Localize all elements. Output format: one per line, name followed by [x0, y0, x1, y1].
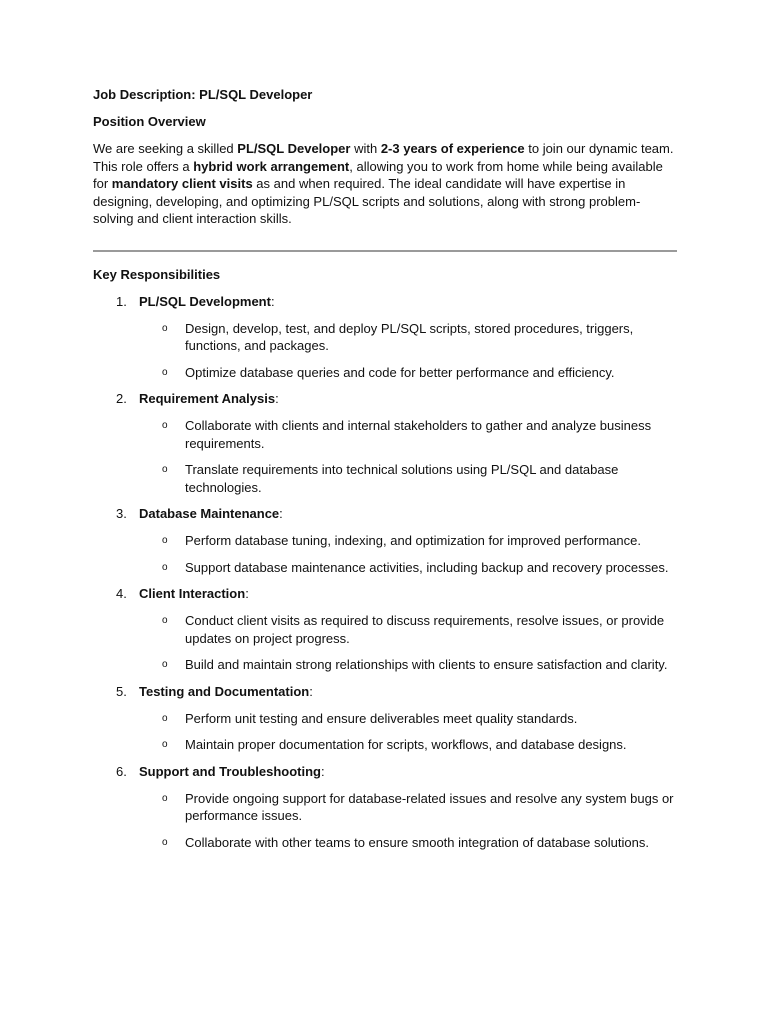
responsibility-heading	[116, 763, 677, 781]
responsibility-colon: :	[279, 506, 283, 521]
responsibility-number: 3.	[116, 506, 127, 521]
bullet-item	[139, 612, 677, 647]
responsibility-item	[93, 683, 677, 754]
circle-bullet-icon: o	[162, 659, 168, 670]
responsibility-bullets	[139, 417, 677, 496]
circle-bullet-icon: o	[162, 836, 168, 848]
responsibility-heading	[116, 585, 677, 603]
responsibility-heading	[116, 683, 677, 701]
circle-bullet-icon: o	[162, 322, 168, 334]
circle-bullet-icon: o	[162, 464, 168, 475]
circle-bullet-icon: o	[162, 712, 168, 724]
responsibility-item	[93, 505, 677, 576]
document-title: Job Description: PL/SQL Developer	[93, 87, 313, 102]
bullet-text: Collaborate with other teams to ensure smooth integration of database solutions.	[185, 834, 649, 850]
circle-bullet-icon: o	[162, 366, 168, 378]
responsibility-colon: :	[320, 763, 325, 779]
circle-bullet-icon: o	[162, 792, 168, 804]
bullet-item	[139, 656, 677, 674]
responsibility-bullets	[139, 532, 677, 576]
responsibility-colon: :	[309, 683, 313, 699]
bullet-item	[139, 834, 677, 852]
circle-bullet-icon: o	[162, 420, 168, 431]
responsibility-colon: :	[245, 586, 249, 601]
bullet-text: Collaborate with clients and internal stakeholders to gather and analyze business requirements.	[185, 418, 652, 451]
overview-text: , allowing you to work from home while being available for	[93, 158, 663, 191]
overview-emphasis: 2-3 years of experience	[380, 141, 525, 156]
responsibility-item	[93, 763, 677, 852]
overview-emphasis: mandatory client visits	[111, 176, 253, 191]
responsibility-colon: :	[275, 391, 279, 406]
responsibility-item	[93, 585, 677, 674]
bullet-text: Translate requirements into technical solutions using PL/SQL and database technologies.	[185, 462, 619, 495]
bullet-item	[139, 710, 677, 728]
overview-text: as and when required. The ideal candidate will have expertise in designing, developing, and optimizing PL/SQL scripts and solutions, along with strong problem-solving and client interaction skills.	[93, 176, 641, 226]
bullet-item	[139, 320, 677, 355]
circle-bullet-icon: o	[162, 561, 168, 573]
bullet-text: Perform database tuning, indexing, and optimization for improved performance.	[185, 533, 641, 548]
responsibility-title: Testing and Documentation	[139, 683, 310, 699]
key-responsibilities-heading: Key Responsibilities	[93, 266, 221, 282]
overview-emphasis: PL/SQL Developer	[237, 141, 351, 156]
bullet-text: Optimize database queries and code for better performance and efficiency.	[185, 364, 615, 380]
bullet-text: Design, develop, test, and deploy PL/SQL scripts, stored procedures, triggers, functions, and packages.	[185, 320, 634, 353]
responsibility-number: 6.	[116, 763, 127, 779]
bullet-text: Perform unit testing and ensure deliverables meet quality standards.	[185, 710, 578, 726]
responsibility-heading	[116, 390, 677, 408]
responsibility-colon: :	[270, 293, 275, 309]
responsibility-title: Requirement Analysis	[139, 391, 276, 406]
bullet-item	[139, 461, 677, 496]
bullet-text: Conduct client visits as required to discuss requirements, resolve issues, or provide updates on project progress.	[185, 613, 665, 646]
responsibility-title: Client Interaction	[139, 586, 246, 601]
circle-bullet-icon: o	[162, 615, 168, 626]
responsibility-title: Support and Troubleshooting	[139, 763, 321, 779]
bullet-item	[139, 417, 677, 452]
bullet-text: Provide ongoing support for database-related issues and resolve any system bugs or performance issues.	[185, 790, 674, 823]
overview-text: to join our dynamic team. This role offers a	[93, 141, 674, 174]
responsibility-number: 5.	[116, 683, 127, 699]
bullet-text: Maintain proper documentation for scripts, workflows, and database designs.	[185, 737, 627, 752]
responsibility-bullets	[139, 710, 677, 754]
bullet-item	[139, 736, 677, 754]
responsibility-number: 4.	[116, 586, 127, 601]
responsibility-bullets	[139, 790, 677, 852]
responsibilities-list	[93, 293, 677, 852]
responsibility-number: 1.	[116, 293, 127, 309]
bullet-text: Support database maintenance activities, including backup and recovery processes.	[185, 559, 669, 575]
bullet-text: Build and maintain strong relationships with clients to ensure satisfaction and clarity.	[185, 657, 668, 672]
responsibility-heading	[116, 505, 677, 523]
bullet-item	[139, 790, 677, 825]
overview-emphasis: hybrid work arrangement	[193, 158, 350, 174]
horizontal-divider	[93, 250, 677, 252]
circle-bullet-icon: o	[162, 739, 168, 750]
responsibility-item	[93, 390, 677, 496]
overview-text: We are seeking a skilled	[93, 141, 238, 156]
bullet-item	[139, 532, 677, 550]
circle-bullet-icon: o	[162, 535, 168, 546]
responsibility-item	[93, 293, 677, 382]
document-page	[93, 86, 677, 860]
bullet-item	[139, 559, 677, 577]
responsibility-bullets	[139, 320, 677, 382]
position-overview-heading: Position Overview	[93, 114, 206, 129]
responsibility-title: PL/SQL Development	[139, 293, 271, 309]
overview-text: with	[350, 141, 381, 156]
position-overview-paragraph	[93, 140, 677, 228]
bullet-item	[139, 364, 677, 382]
responsibility-bullets	[139, 612, 677, 674]
responsibility-number: 2.	[116, 391, 127, 406]
responsibility-heading	[116, 293, 677, 311]
responsibility-title: Database Maintenance	[139, 506, 280, 521]
